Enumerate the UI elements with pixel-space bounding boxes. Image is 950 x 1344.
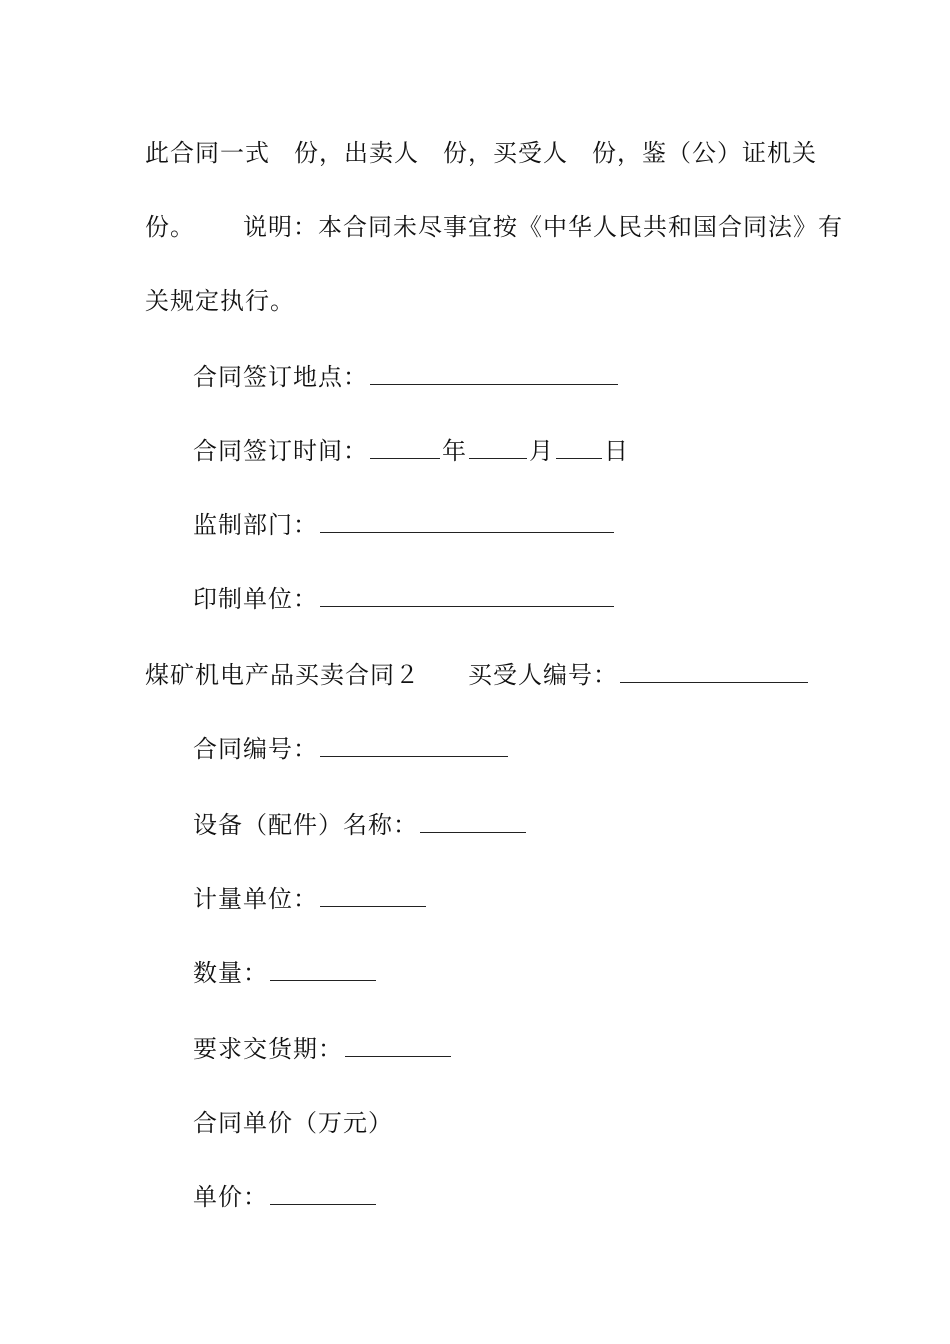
delivery-row — [193, 1034, 453, 1064]
equipment-name-blank[interactable] — [420, 810, 526, 833]
unit-label: 计量单位： — [193, 885, 318, 913]
quantity-row — [193, 958, 378, 988]
unit-blank[interactable] — [320, 884, 426, 907]
year-label: 年 — [442, 437, 467, 465]
sign-place-row — [193, 362, 620, 392]
paragraph-note-line — [145, 212, 843, 242]
contract-no-label: 合同编号： — [193, 735, 318, 763]
buyer-no-blank[interactable] — [620, 660, 808, 683]
supervisor-label: 监制部门： — [193, 511, 318, 539]
day-label: 日 — [604, 437, 629, 465]
unit-row — [193, 884, 428, 914]
text-note: 说明：本合同未尽事宜按《中华人民共和国合同法》有 — [243, 213, 843, 241]
paragraph-copies-line — [145, 138, 817, 168]
contract2-title: 煤矿机电产品买卖合同２ — [145, 661, 420, 689]
text-notary-copies: 份，鉴（公）证机关 — [592, 139, 817, 167]
supervisor-row — [193, 510, 616, 540]
sign-place-blank[interactable] — [370, 362, 618, 385]
text-seller-copies: 份，出卖人 — [294, 139, 419, 167]
delivery-blank[interactable] — [345, 1034, 451, 1057]
equipment-name-row — [193, 810, 528, 840]
delivery-label: 要求交货期： — [193, 1035, 343, 1063]
paragraph-note-end: 关规定执行。 — [145, 287, 295, 315]
contract2-title-row — [145, 660, 810, 690]
sign-place-label: 合同签订地点： — [193, 363, 368, 391]
sign-time-label: 合同签订时间： — [193, 437, 368, 465]
sign-time-row — [193, 436, 629, 466]
unit-price-label: 单价： — [193, 1183, 268, 1211]
unit-price-blank[interactable] — [270, 1182, 376, 1205]
printer-row — [193, 584, 616, 614]
supervisor-blank[interactable] — [320, 510, 614, 533]
text-copies: 此合同一式 — [145, 139, 270, 167]
buyer-no-label: 买受人编号： — [468, 661, 618, 689]
unit-price-row — [193, 1182, 378, 1212]
text-copies-end: 份。 — [145, 213, 195, 241]
contract-no-row — [193, 734, 510, 764]
text-buyer-copies: 份，买受人 — [443, 139, 568, 167]
unit-price-header: 合同单价（万元） — [193, 1109, 393, 1137]
quantity-label: 数量： — [193, 959, 268, 987]
year-blank[interactable] — [370, 436, 440, 459]
printer-blank[interactable] — [320, 584, 614, 607]
day-blank[interactable] — [556, 436, 602, 459]
month-blank[interactable] — [469, 436, 527, 459]
month-label: 月 — [529, 437, 554, 465]
equipment-name-label: 设备（配件）名称： — [193, 811, 418, 839]
contract-no-blank[interactable] — [320, 734, 508, 757]
quantity-blank[interactable] — [270, 958, 376, 981]
printer-label: 印制单位： — [193, 585, 318, 613]
